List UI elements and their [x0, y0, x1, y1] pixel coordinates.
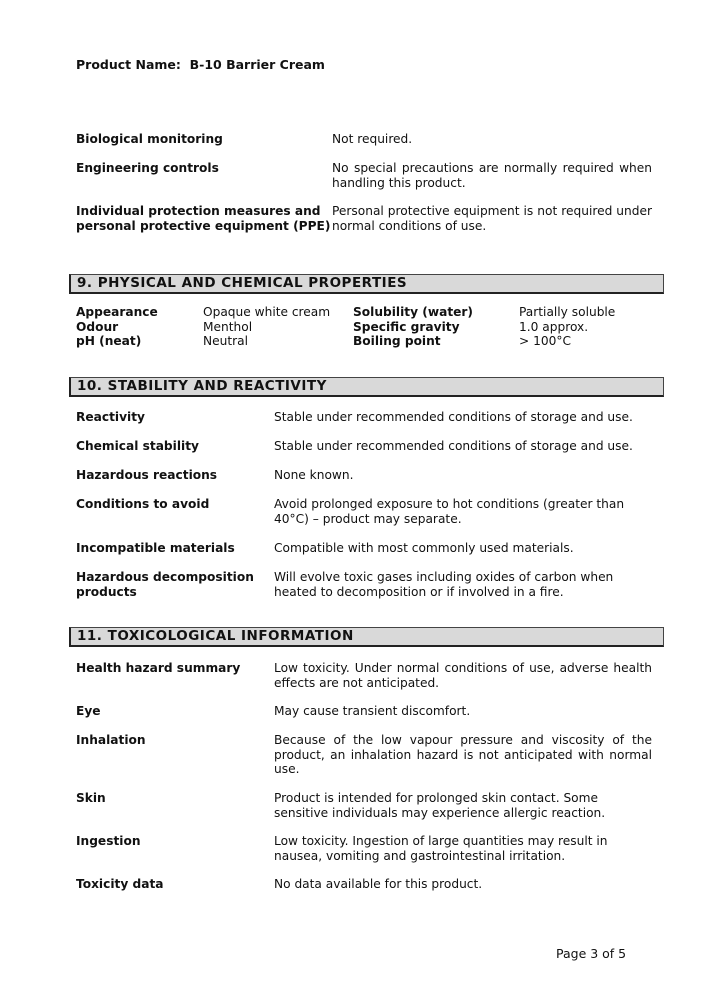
field-label: Health hazard summary [76, 661, 241, 675]
field-value: None known. [274, 468, 354, 482]
section-heading-11: 11. TOXICOLOGICAL INFORMATION [69, 627, 664, 647]
field-row-biological-monitoring [76, 132, 652, 147]
field-label: Conditions to avoid [76, 497, 210, 511]
field-row-ingestion [76, 834, 652, 863]
product-name-label: Product Name: [76, 57, 181, 72]
property-label: Specific gravity [353, 319, 460, 334]
field-value: Stable under recommended conditions of storage and use. [274, 439, 633, 453]
field-value: May cause transient discomfort. [274, 704, 471, 718]
field-label: Hazardous decomposition products [76, 570, 254, 599]
field-value: Not required. [332, 132, 413, 146]
section-heading-9: 9. PHYSICAL AND CHEMICAL PROPERTIES [69, 274, 664, 294]
field-value: Personal protective equipment is not required under normal conditions of use. [332, 204, 652, 233]
properties-row [76, 320, 659, 335]
field-value: No special precautions are normally required when handling this product. [332, 161, 652, 190]
field-value: Product is intended for prolonged skin contact. Some sensitive individuals may experience allergic reaction. [274, 791, 606, 820]
field-value: Low toxicity. Under normal conditions of use, adverse health effects are not anticipated. [274, 661, 652, 690]
property-value: Neutral [203, 334, 248, 349]
property-value: Menthol [203, 319, 253, 334]
field-value: No data available for this product. [274, 877, 483, 891]
field-row-reactivity [76, 410, 652, 425]
field-label: Eye [76, 704, 101, 718]
field-label: Toxicity data [76, 877, 164, 891]
field-value: Avoid prolonged exposure to hot conditions (greater than 40°C) – product may separate. [274, 497, 625, 526]
properties-row [76, 305, 659, 320]
field-label: Individual protection measures and personal protective equipment (PPE) [76, 204, 331, 233]
field-label: Skin [76, 791, 106, 805]
properties-row [76, 334, 659, 349]
field-label: Reactivity [76, 410, 145, 424]
field-value: Low toxicity. Ingestion of large quantities may result in nausea, vomiting and gastrointestinal irritation. [274, 834, 608, 863]
field-row-conditions-to-avoid [76, 497, 652, 526]
field-value: Will evolve toxic gases including oxides of carbon when heated to decomposition or if involved in a fire. [274, 570, 614, 599]
section-heading-10: 10. STABILITY AND REACTIVITY [69, 377, 664, 397]
field-label: Incompatible materials [76, 541, 235, 555]
field-row-health-hazard-summary [76, 661, 652, 690]
property-label: Odour [76, 319, 119, 334]
property-label: Solubility (water) [353, 305, 474, 319]
field-row-hazardous-decomposition [76, 570, 652, 599]
field-row-eye [76, 704, 652, 719]
field-row-chemical-stability [76, 439, 652, 454]
field-row-incompatible-materials [76, 541, 652, 556]
product-name-header [76, 57, 325, 72]
property-value: Partially soluble [519, 305, 616, 319]
field-value: Because of the low vapour pressure and viscosity of the product, an inhalation hazard is not anticipated with normal use. [274, 733, 652, 777]
field-label: Engineering controls [76, 161, 219, 175]
property-label: Appearance [76, 305, 158, 319]
field-value: Compatible with most commonly used materials. [274, 541, 574, 555]
field-row-inhalation [76, 733, 652, 777]
field-value: Stable under recommended conditions of storage and use. [274, 410, 633, 424]
field-row-engineering-controls [76, 161, 652, 190]
field-label: Biological monitoring [76, 132, 223, 146]
field-row-skin [76, 791, 652, 820]
properties-table [76, 305, 659, 349]
page-number: Page 3 of 5 [556, 946, 627, 961]
field-label: Chemical stability [76, 439, 199, 453]
field-row-toxicity-data [76, 877, 652, 892]
field-row-ppe [76, 204, 652, 233]
product-name-value: B-10 Barrier Cream [189, 57, 325, 72]
property-label: pH (neat) [76, 334, 142, 349]
property-value: > 100°C [519, 334, 571, 349]
field-label: Inhalation [76, 733, 146, 747]
property-value: Opaque white cream [203, 305, 331, 319]
field-label: Ingestion [76, 834, 141, 848]
field-row-hazardous-reactions [76, 468, 652, 483]
field-label: Hazardous reactions [76, 468, 218, 482]
property-label: Boiling point [353, 334, 441, 349]
property-value: 1.0 approx. [519, 319, 589, 334]
